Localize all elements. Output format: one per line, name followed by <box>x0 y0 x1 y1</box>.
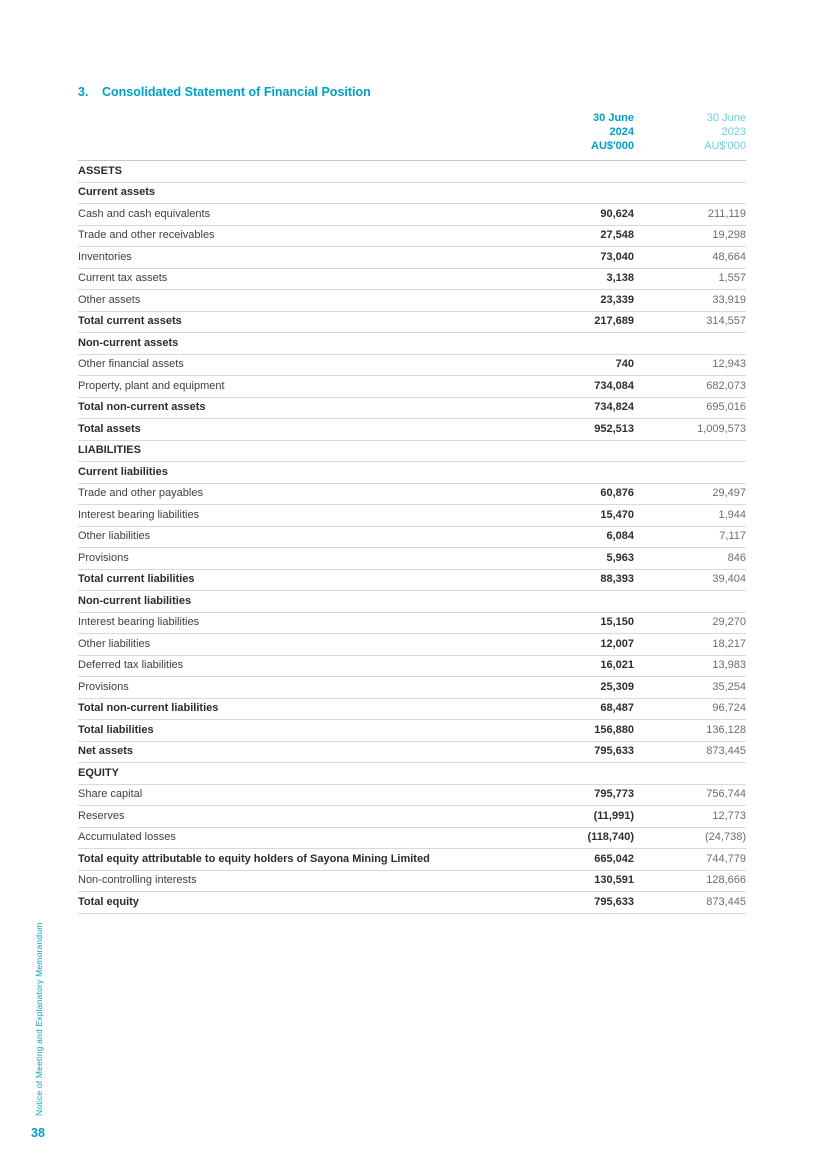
table-row-total <box>78 419 746 441</box>
row-label: Trade and other receivables <box>78 225 522 247</box>
row-label: Current tax assets <box>78 268 522 290</box>
row-label: Cash and cash equivalents <box>78 204 522 226</box>
value-2024: 15,470 <box>522 505 634 527</box>
value-2024: (118,740) <box>522 827 634 849</box>
value-2024 <box>522 440 634 462</box>
value-2023: 873,445 <box>634 892 746 914</box>
table-row-item <box>78 548 746 570</box>
value-2023: 211,119 <box>634 204 746 226</box>
row-label: Reserves <box>78 806 522 828</box>
value-2023: 96,724 <box>634 698 746 720</box>
row-label: Total current assets <box>78 311 522 333</box>
value-2024: 795,633 <box>522 741 634 763</box>
table-row-item <box>78 784 746 806</box>
table-row-item <box>78 870 746 892</box>
row-label: Total equity <box>78 892 522 914</box>
column-header-2024-line2: 2024 <box>609 126 634 138</box>
value-2024 <box>522 182 634 204</box>
value-2023: 7,117 <box>634 526 746 548</box>
value-2024: 16,021 <box>522 655 634 677</box>
row-label: Interest bearing liabilities <box>78 612 522 634</box>
sidebar-vertical-text: Notice of Meeting and Explanatory Memorandum <box>34 922 44 1116</box>
column-header-2023-line3: AU$'000 <box>704 140 746 152</box>
content-area <box>78 85 746 914</box>
value-2024: (11,991) <box>522 806 634 828</box>
table-row-item <box>78 376 746 398</box>
table-row-item <box>78 290 746 312</box>
section-title <box>78 85 746 99</box>
value-2024: 156,880 <box>522 720 634 742</box>
table-row-item <box>78 612 746 634</box>
section-title-number: 3. <box>78 85 89 99</box>
value-2023: 1,557 <box>634 268 746 290</box>
column-header-2023-line2: 2023 <box>721 126 746 138</box>
row-label: Non-current assets <box>78 333 522 355</box>
value-2023: 13,983 <box>634 655 746 677</box>
value-2024: 27,548 <box>522 225 634 247</box>
value-2023 <box>634 333 746 355</box>
row-label: ASSETS <box>78 161 522 183</box>
value-2024: 3,138 <box>522 268 634 290</box>
row-label: Provisions <box>78 548 522 570</box>
value-2024: 795,633 <box>522 892 634 914</box>
row-label: Current assets <box>78 182 522 204</box>
table-row-total <box>78 569 746 591</box>
table-row-item <box>78 806 746 828</box>
table-header-row <box>78 111 746 161</box>
table-row-section <box>78 763 746 785</box>
value-2023: 744,779 <box>634 849 746 871</box>
value-2024: 15,150 <box>522 612 634 634</box>
value-2023: 12,943 <box>634 354 746 376</box>
value-2024: 217,689 <box>522 311 634 333</box>
value-2023: 756,744 <box>634 784 746 806</box>
table-row-item <box>78 655 746 677</box>
table-row-item <box>78 677 746 699</box>
value-2023: 1,009,573 <box>634 419 746 441</box>
value-2024: 6,084 <box>522 526 634 548</box>
table-row-item <box>78 225 746 247</box>
value-2024: 12,007 <box>522 634 634 656</box>
value-2023: (24,738) <box>634 827 746 849</box>
row-label: Deferred tax liabilities <box>78 655 522 677</box>
value-2023: 873,445 <box>634 741 746 763</box>
table-row-item <box>78 526 746 548</box>
value-2023: 846 <box>634 548 746 570</box>
value-2024: 68,487 <box>522 698 634 720</box>
row-label: Other liabilities <box>78 526 522 548</box>
row-label: Total non-current assets <box>78 397 522 419</box>
row-label: Net assets <box>78 741 522 763</box>
value-2023: 35,254 <box>634 677 746 699</box>
table-row-item <box>78 505 746 527</box>
table-row-total <box>78 849 746 871</box>
row-label: Accumulated losses <box>78 827 522 849</box>
row-label: Non-current liabilities <box>78 591 522 613</box>
table-row-total <box>78 698 746 720</box>
row-label: Trade and other payables <box>78 483 522 505</box>
column-header-2024-line3: AU$'000 <box>591 140 634 152</box>
value-2023: 1,944 <box>634 505 746 527</box>
table-row-total <box>78 720 746 742</box>
column-header-empty <box>78 111 522 161</box>
row-label: EQUITY <box>78 763 522 785</box>
value-2023: 12,773 <box>634 806 746 828</box>
value-2023 <box>634 182 746 204</box>
table-row-section <box>78 161 746 183</box>
row-label: Inventories <box>78 247 522 269</box>
table-row-item <box>78 827 746 849</box>
value-2024: 734,824 <box>522 397 634 419</box>
value-2023: 48,664 <box>634 247 746 269</box>
table-row-item <box>78 634 746 656</box>
table-row-total <box>78 741 746 763</box>
table-row-total <box>78 892 746 914</box>
column-header-2023-line1: 30 June <box>706 112 746 124</box>
value-2024: 23,339 <box>522 290 634 312</box>
value-2023: 682,073 <box>634 376 746 398</box>
value-2024: 88,393 <box>522 569 634 591</box>
value-2023 <box>634 161 746 183</box>
value-2024 <box>522 763 634 785</box>
value-2024: 90,624 <box>522 204 634 226</box>
value-2023: 19,298 <box>634 225 746 247</box>
page-number: 38 <box>31 1126 45 1140</box>
value-2024: 795,773 <box>522 784 634 806</box>
value-2023: 18,217 <box>634 634 746 656</box>
table-row-section <box>78 440 746 462</box>
financial-position-table <box>78 111 746 914</box>
row-label: Other assets <box>78 290 522 312</box>
value-2024: 60,876 <box>522 483 634 505</box>
value-2024: 665,042 <box>522 849 634 871</box>
row-label: Share capital <box>78 784 522 806</box>
value-2024: 5,963 <box>522 548 634 570</box>
value-2023: 136,128 <box>634 720 746 742</box>
table-row-item <box>78 247 746 269</box>
row-label: Property, plant and equipment <box>78 376 522 398</box>
column-header-2024-line1: 30 June <box>593 112 634 124</box>
value-2023: 29,497 <box>634 483 746 505</box>
value-2024 <box>522 333 634 355</box>
value-2024 <box>522 161 634 183</box>
value-2024 <box>522 591 634 613</box>
table-row-subheader <box>78 182 746 204</box>
row-label: Interest bearing liabilities <box>78 505 522 527</box>
table-row-item <box>78 204 746 226</box>
table-row-subheader <box>78 333 746 355</box>
value-2023 <box>634 763 746 785</box>
column-header-2024 <box>522 111 634 161</box>
value-2024: 734,084 <box>522 376 634 398</box>
value-2024: 952,513 <box>522 419 634 441</box>
row-label: Total equity attributable to equity holders of Sayona Mining Limited <box>78 849 522 871</box>
table-row-subheader <box>78 591 746 613</box>
column-header-2023 <box>634 111 746 161</box>
value-2024: 73,040 <box>522 247 634 269</box>
table-row-item <box>78 268 746 290</box>
table-row-item <box>78 483 746 505</box>
value-2024: 130,591 <box>522 870 634 892</box>
value-2023: 39,404 <box>634 569 746 591</box>
value-2024: 740 <box>522 354 634 376</box>
value-2023: 29,270 <box>634 612 746 634</box>
table-row-subheader <box>78 462 746 484</box>
row-label: Current liabilities <box>78 462 522 484</box>
row-label: Total liabilities <box>78 720 522 742</box>
value-2024 <box>522 462 634 484</box>
row-label: Other financial assets <box>78 354 522 376</box>
value-2023 <box>634 440 746 462</box>
row-label: Non-controlling interests <box>78 870 522 892</box>
value-2023: 314,557 <box>634 311 746 333</box>
row-label: Total assets <box>78 419 522 441</box>
row-label: Total current liabilities <box>78 569 522 591</box>
value-2023: 128,666 <box>634 870 746 892</box>
row-label: Total non-current liabilities <box>78 698 522 720</box>
row-label: Other liabilities <box>78 634 522 656</box>
row-label: LIABILITIES <box>78 440 522 462</box>
table-row-item <box>78 354 746 376</box>
value-2023: 33,919 <box>634 290 746 312</box>
value-2023 <box>634 462 746 484</box>
row-label: Provisions <box>78 677 522 699</box>
table-row-total <box>78 311 746 333</box>
value-2024: 25,309 <box>522 677 634 699</box>
value-2023 <box>634 591 746 613</box>
value-2023: 695,016 <box>634 397 746 419</box>
table-row-total <box>78 397 746 419</box>
section-title-text: Consolidated Statement of Financial Position <box>102 85 371 99</box>
